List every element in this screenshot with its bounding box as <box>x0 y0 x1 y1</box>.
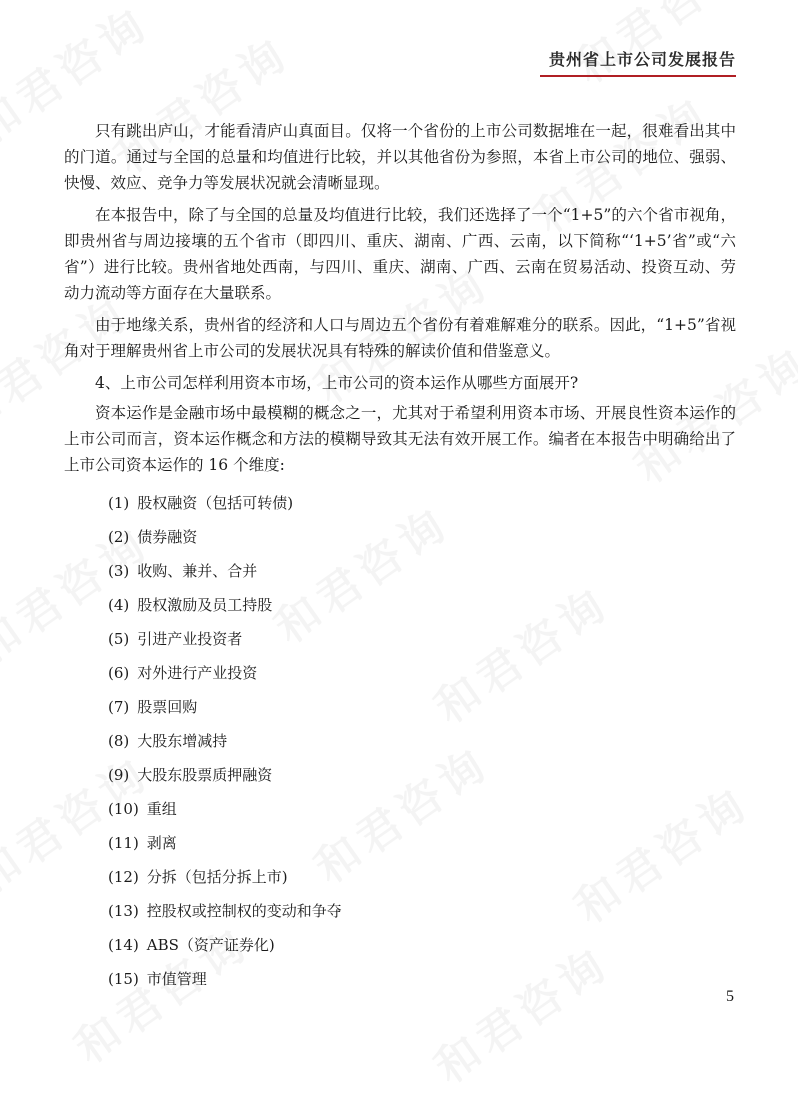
paragraph: 由于地缘关系，贵州省的经济和人口与周边五个省份有着难解难分的联系。因此，“1+5”省视角对于理解贵州省上市公司的发展状况具有特殊的解读价值和借鉴意义。 <box>64 316 736 360</box>
dimension-list <box>64 486 736 996</box>
list-item-number: (1) <box>108 494 130 512</box>
list-item <box>64 486 736 520</box>
list-item-number: (15) <box>108 970 139 988</box>
list-item-text: 股权激励及员工持股 <box>137 596 273 614</box>
list-item <box>64 690 736 724</box>
list-item-number: (5) <box>108 630 130 648</box>
intro-paragraph: 资本运作是金融市场中最模糊的概念之一，尤其对于希望利用资本市场、开展良性资本运作的上市公司而言，资本运作概念和方法的模糊导致其无法有效开展工作。编者在本报告中明确给出了上市公司资本运作的 16 个维度: <box>64 404 736 474</box>
list-item-number: (9) <box>108 766 130 784</box>
list-item <box>64 962 736 996</box>
list-item-number: (2) <box>108 528 130 546</box>
list-item-number: (10) <box>108 800 139 818</box>
list-item-text: 大股东增减持 <box>137 732 228 750</box>
list-item-text: 重组 <box>146 800 177 818</box>
list-item <box>64 554 736 588</box>
list-item-number: (4) <box>108 596 130 614</box>
list-item-text: 市值管理 <box>146 970 207 988</box>
header-rule <box>540 75 736 77</box>
report-header-title: 贵州省上市公司发展报告 <box>548 50 736 69</box>
page-number: 5 <box>726 988 734 1005</box>
list-item-number: (3) <box>108 562 130 580</box>
list-item <box>64 894 736 928</box>
list-item-text: 分拆（包括分拆上市) <box>146 868 288 886</box>
list-item-number: (7) <box>108 698 130 716</box>
list-item <box>64 860 736 894</box>
list-item <box>64 520 736 554</box>
list-item-number: (11) <box>108 834 139 852</box>
list-item-number: (14) <box>108 936 139 954</box>
list-item <box>64 826 736 860</box>
list-item-text: ABS（资产证券化) <box>146 936 275 954</box>
page-body <box>64 118 736 996</box>
paragraph: 只有跳出庐山，才能看清庐山真面目。仅将一个省份的上市公司数据堆在一起，很难看出其中的门道。通过与全国的总量和均值进行比较，并以其他省份为参照，本省上市公司的地位、强弱、快慢、效应、竞争力等发展状况就会清晰显现。 <box>64 122 736 192</box>
list-item-text: 大股东股票质押融资 <box>137 766 273 784</box>
list-item-text: 收购、兼并、合并 <box>137 562 258 580</box>
list-item-number: (12) <box>108 868 139 886</box>
list-item <box>64 656 736 690</box>
list-item-number: (8) <box>108 732 130 750</box>
list-item-text: 对外进行产业投资 <box>137 664 258 682</box>
list-item <box>64 588 736 622</box>
list-item-text: 股权融资（包括可转债) <box>137 494 294 512</box>
list-item-text: 引进产业投资者 <box>137 630 243 648</box>
list-item-text: 剥离 <box>146 834 177 852</box>
list-item <box>64 928 736 962</box>
list-item-text: 债券融资 <box>137 528 198 546</box>
list-item-number: (6) <box>108 664 130 682</box>
list-item-text: 控股权或控制权的变动和争夺 <box>146 902 342 920</box>
list-item <box>64 724 736 758</box>
list-item <box>64 758 736 792</box>
list-item-number: (13) <box>108 902 139 920</box>
list-item <box>64 792 736 826</box>
paragraph: 在本报告中，除了与全国的总量及均值进行比较，我们还选择了一个“1+5”的六个省市视角，即贵州省与周边接壤的五个省市（即四川、重庆、湖南、广西、云南，以下简称“‘1+5’省”或“六省”）进行比较。贵州省地处西南，与四川、重庆、湖南、广西、云南在贸易活动、投资互动、劳动力流动等方面存在大量联系。 <box>64 206 736 302</box>
section-heading: 4、上市公司怎样利用资本市场，上市公司的资本运作从哪些方面展开? <box>95 374 579 392</box>
list-item-text: 股票回购 <box>137 698 198 716</box>
list-item <box>64 622 736 656</box>
